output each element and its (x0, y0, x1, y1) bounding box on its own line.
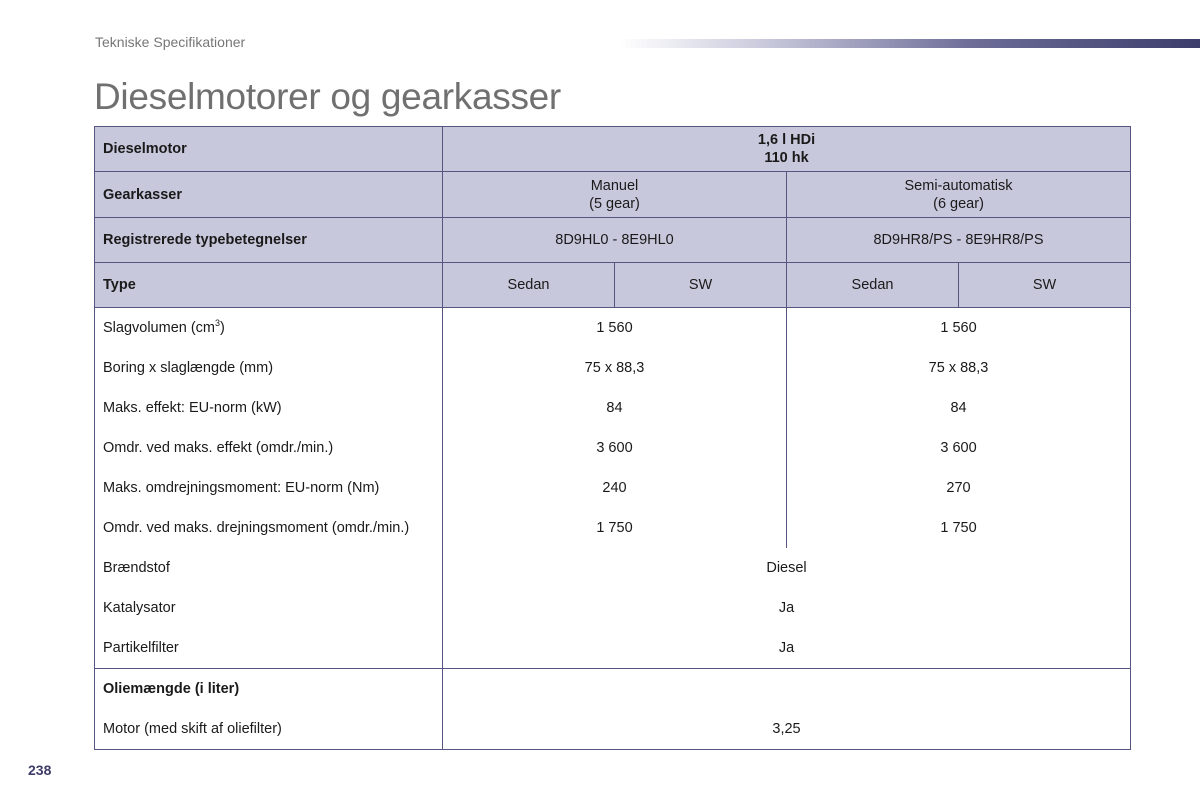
catalyst-value: Ja (443, 588, 1131, 628)
catalyst-label: Katalysator (95, 588, 443, 628)
spec-label (95, 308, 443, 349)
type-cell: SW (615, 263, 787, 308)
catalyst-row (95, 588, 1131, 628)
gearbox-semi (787, 172, 1131, 218)
spec-semi-value: 1 750 (787, 508, 1131, 548)
spec-row (95, 388, 1131, 428)
page-title: Dieselmotorer og gearkasser (94, 76, 561, 117)
oil-heading-empty (443, 669, 1131, 710)
spec-table (94, 126, 1131, 750)
gearbox-semi-line1: Semi-automatisk (904, 177, 1013, 194)
spec-label: Boring x slaglængde (mm) (95, 348, 443, 388)
fuel-label: Brændstof (95, 548, 443, 588)
spec-label: Omdr. ved maks. drejningsmoment (omdr./min.) (95, 508, 443, 548)
spec-label: Maks. effekt: EU-norm (kW) (95, 388, 443, 428)
type-cell: Sedan (787, 263, 959, 308)
gearbox-label: Gearkasser (95, 172, 443, 218)
header-bar (620, 39, 1200, 48)
fuel-row (95, 548, 1131, 588)
gearbox-row (95, 172, 1131, 218)
spec-manual-value: 75 x 88,3 (443, 348, 787, 388)
displacement-label-end: ) (220, 320, 225, 336)
typecode-label: Registrerede typebetegnelser (95, 218, 443, 263)
particle-filter-row (95, 628, 1131, 669)
particle-filter-value: Ja (443, 628, 1131, 669)
section-label: Tekniske Specifikationer (95, 34, 246, 50)
gearbox-manual (443, 172, 787, 218)
type-cell: Sedan (443, 263, 615, 308)
oil-heading-row (95, 669, 1131, 710)
type-label: Type (95, 263, 443, 308)
spec-manual-value: 1 560 (443, 308, 787, 349)
gearbox-semi-line2: (6 gear) (933, 195, 984, 212)
type-row (95, 263, 1131, 308)
spec-semi-value: 270 (787, 468, 1131, 508)
spec-semi-value: 1 560 (787, 308, 1131, 349)
typecode-semi: 8D9HR8/PS - 8E9HR8/PS (787, 218, 1131, 263)
typecode-manual: 8D9HL0 - 8E9HL0 (443, 218, 787, 263)
spec-manual-value: 84 (443, 388, 787, 428)
gearbox-manual-line1: Manuel (590, 177, 639, 194)
spec-semi-value: 3 600 (787, 428, 1131, 468)
oil-motor-value: 3,25 (443, 709, 1131, 750)
typecode-row (95, 218, 1131, 263)
spec-row (95, 508, 1131, 548)
spec-row (95, 308, 1131, 349)
spec-manual-value: 1 750 (443, 508, 787, 548)
engine-line2: 110 hk (764, 150, 809, 166)
spec-row (95, 348, 1131, 388)
engine-value (443, 127, 1131, 172)
particle-filter-label: Partikelfilter (95, 628, 443, 669)
displacement-label: Slagvolumen (cm (103, 320, 216, 336)
gearbox-manual-line2: (5 gear) (589, 195, 640, 212)
spec-manual-value: 3 600 (443, 428, 787, 468)
engine-label: Dieselmotor (95, 127, 443, 172)
type-cell: SW (959, 263, 1131, 308)
spec-row (95, 428, 1131, 468)
fuel-value: Diesel (443, 548, 1131, 588)
oil-motor-label: Motor (med skift af oliefilter) (95, 709, 443, 750)
page-number: 238 (28, 762, 52, 778)
engine-line1: 1,6 l HDi (757, 132, 816, 148)
spec-label: Omdr. ved maks. effekt (omdr./min.) (95, 428, 443, 468)
spec-semi-value: 75 x 88,3 (787, 348, 1131, 388)
engine-row (95, 127, 1131, 172)
oil-label: Oliemængde (i liter) (95, 669, 443, 710)
spec-manual-value: 240 (443, 468, 787, 508)
spec-row (95, 468, 1131, 508)
oil-motor-row (95, 709, 1131, 750)
spec-label: Maks. omdrejningsmoment: EU-norm (Nm) (95, 468, 443, 508)
spec-semi-value: 84 (787, 388, 1131, 428)
displacement-sup: 3 (215, 318, 221, 328)
